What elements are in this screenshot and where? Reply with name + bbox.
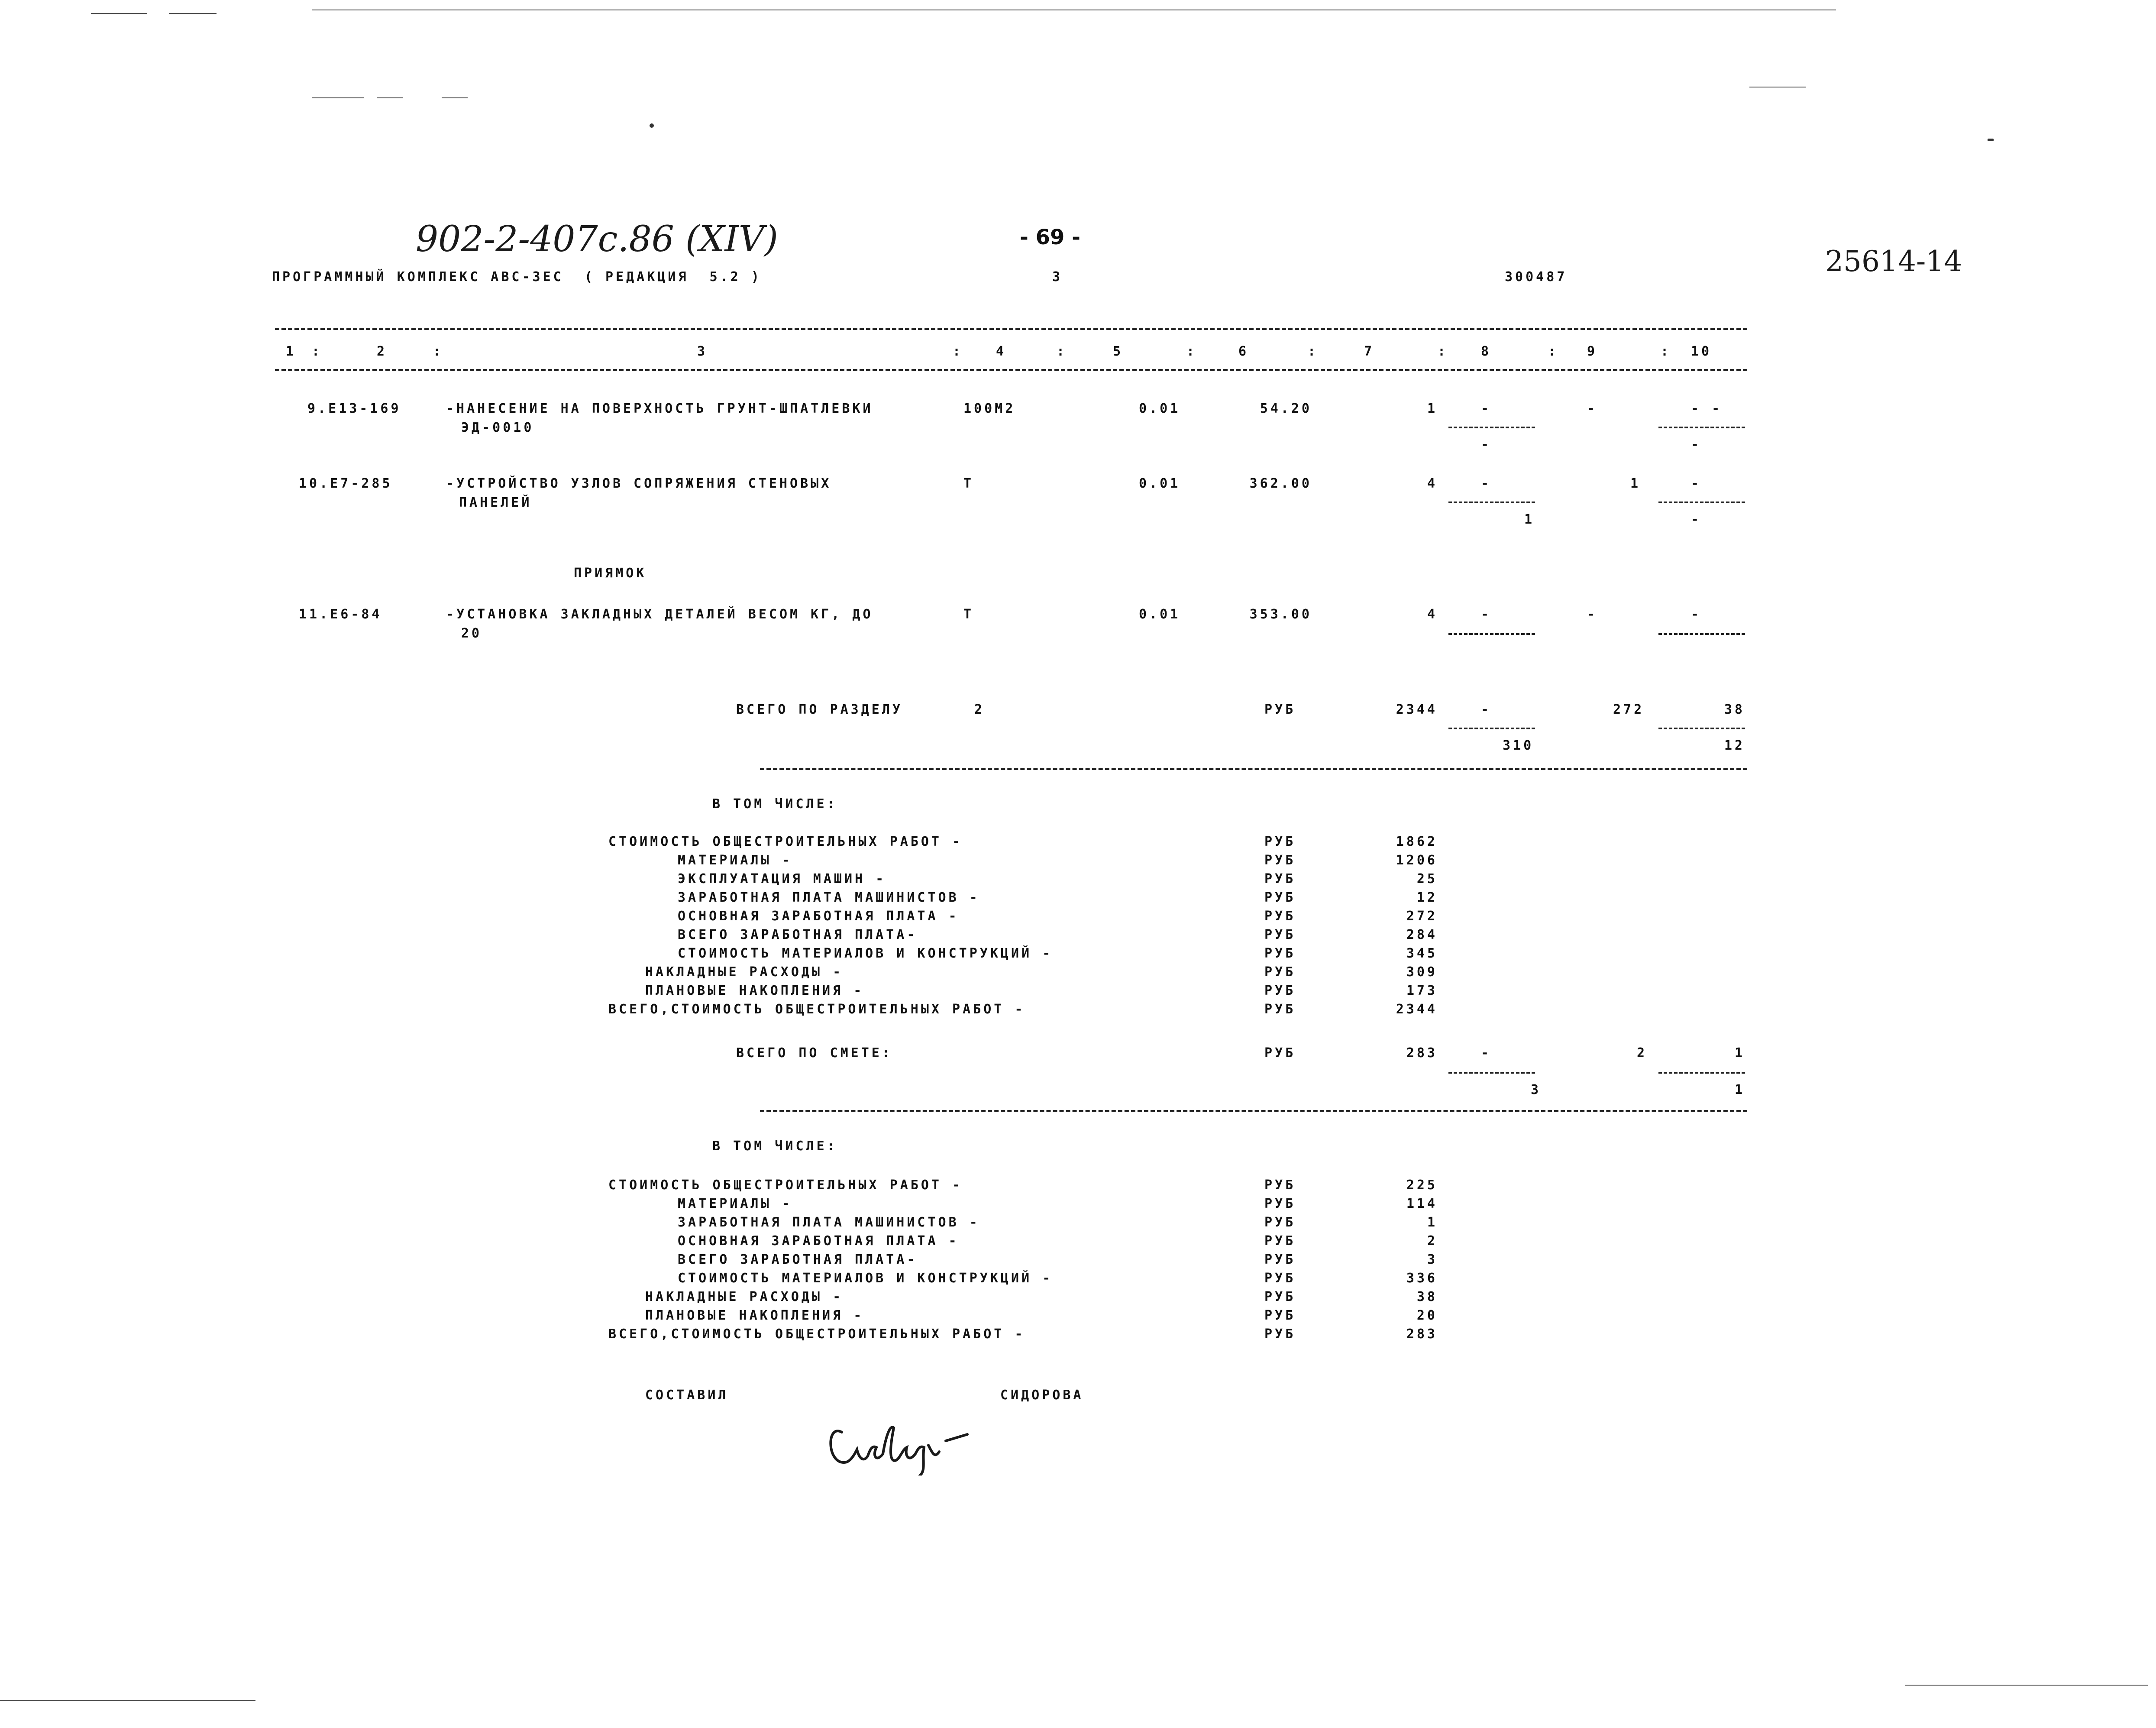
fraction-rule bbox=[1658, 1072, 1745, 1074]
section-total-col10-lower: 12 bbox=[1724, 738, 1745, 753]
fraction-rule bbox=[1448, 427, 1535, 428]
breakdown-item-unit: РУБ bbox=[1264, 1327, 1296, 1342]
fraction-rule bbox=[1448, 1072, 1535, 1074]
breakdown-heading: В ТОМ ЧИСЛЕ: bbox=[712, 796, 837, 812]
cell-col10: - bbox=[1691, 476, 1702, 491]
breakdown-item-value: 173 bbox=[1406, 983, 1438, 998]
cell-name-continued: ПАНЕЛЕЙ bbox=[459, 495, 532, 510]
cell-unit-price: 54.20 bbox=[1260, 401, 1312, 416]
cell-col9: 1 bbox=[1630, 476, 1641, 491]
table-top-rule bbox=[275, 328, 1747, 330]
breakdown-item-unit: РУБ bbox=[1264, 946, 1296, 961]
scan-mark bbox=[442, 97, 468, 98]
cell-col9: - bbox=[1587, 607, 1598, 622]
cell-total: 1 bbox=[1427, 401, 1438, 416]
breakdown-item-unit: РУБ bbox=[1264, 890, 1296, 905]
breakdown-item-unit: РУБ bbox=[1264, 1233, 1296, 1249]
scan-speck bbox=[650, 123, 654, 128]
cell-col8: - bbox=[1481, 401, 1492, 416]
breakdown-item-label: МАТЕРИАЛЫ - bbox=[678, 1196, 792, 1211]
scan-speck bbox=[1988, 139, 1994, 141]
breakdown-item-value: 309 bbox=[1406, 964, 1438, 980]
estimate-total-col9: 2 bbox=[1637, 1045, 1648, 1061]
scan-edge-line bbox=[0, 1700, 255, 1701]
breakdown-item-label: ВСЕГО,СТОИМОСТЬ ОБЩЕСТРОИТЕЛЬНЫХ РАБОТ - bbox=[608, 1327, 1025, 1342]
scan-edge-line bbox=[1905, 1685, 2148, 1686]
cell-name-continued: 20 bbox=[461, 626, 482, 641]
breakdown-item-label: НАКЛАДНЫЕ РАСХОДЫ - bbox=[645, 1289, 844, 1304]
cell-code: 10.Е7-285 bbox=[299, 476, 393, 491]
cell-name: -УСТАНОВКА ЗАКЛАДНЫХ ДЕТАЛЕЙ ВЕСОМ КГ, ДО bbox=[446, 607, 873, 622]
fraction-rule bbox=[1448, 633, 1535, 635]
handwritten-signature bbox=[797, 1364, 972, 1486]
breakdown-item-value: 272 bbox=[1406, 909, 1438, 924]
column-header: 6 bbox=[1238, 344, 1249, 359]
breakdown-item-value: 20 bbox=[1416, 1308, 1438, 1323]
estimate-total-col10: 1 bbox=[1734, 1045, 1745, 1061]
section-total-col10: 38 bbox=[1724, 702, 1745, 717]
breakdown-item-unit: РУБ bbox=[1264, 1196, 1296, 1211]
breakdown-item-unit: РУБ bbox=[1264, 1252, 1296, 1267]
cell-unit: Т bbox=[963, 607, 974, 622]
fraction-rule bbox=[1448, 502, 1535, 503]
column-separator: : bbox=[1661, 344, 1671, 359]
column-header: 1 bbox=[286, 344, 297, 359]
cell-unit: 100М2 bbox=[963, 401, 1016, 416]
breakdown-item-label: ВСЕГО ЗАРАБОТНАЯ ПЛАТА- bbox=[678, 927, 918, 942]
breakdown-item-unit: РУБ bbox=[1264, 1178, 1296, 1193]
breakdown-item-value: 345 bbox=[1406, 946, 1438, 961]
scan-mark bbox=[312, 97, 364, 98]
breakdown-item-label: ВСЕГО,СТОИМОСТЬ ОБЩЕСТРОИТЕЛЬНЫХ РАБОТ - bbox=[608, 1002, 1025, 1017]
breakdown-item-value: 2 bbox=[1427, 1233, 1438, 1249]
breakdown-item-unit: РУБ bbox=[1264, 1271, 1296, 1286]
breakdown-item-value: 1862 bbox=[1396, 834, 1438, 849]
cell-unit-price: 362.00 bbox=[1249, 476, 1312, 491]
breakdown-item-value: 284 bbox=[1406, 927, 1438, 942]
column-separator: : bbox=[953, 344, 963, 359]
cell-name: -УСТРОЙСТВО УЗЛОВ СОПРЯЖЕНИЯ СТЕНОВЫХ bbox=[446, 476, 832, 491]
breakdown-item-label: СТОИМОСТЬ ОБЩЕСТРОИТЕЛЬНЫХ РАБОТ - bbox=[608, 834, 963, 849]
section-total-col9: 272 bbox=[1613, 702, 1645, 717]
breakdown-item-value: 283 bbox=[1406, 1327, 1438, 1342]
cell-col10-lower: - bbox=[1691, 512, 1702, 527]
estimate-total-rule bbox=[760, 1110, 1747, 1112]
cell-unit: Т bbox=[963, 476, 974, 491]
cell-name-continued: ЭД-0010 bbox=[461, 420, 534, 435]
section-total-label: ВСЕГО ПО РАЗДЕЛУ bbox=[736, 702, 903, 717]
breakdown-item-label: СТОИМОСТЬ ОБЩЕСТРОИТЕЛЬНЫХ РАБОТ - bbox=[608, 1178, 963, 1193]
document-code: 902-2-407с.86 (XIV) bbox=[416, 219, 778, 260]
cell-col8: - bbox=[1481, 476, 1492, 491]
section-total-unit: РУБ bbox=[1264, 702, 1296, 717]
breakdown-item-unit: РУБ bbox=[1264, 909, 1296, 924]
cell-name: -НАНЕСЕНИЕ НА ПОВЕРХНОСТЬ ГРУНТ-ШПАТЛЕВКИ bbox=[446, 401, 873, 416]
table-header-rule bbox=[275, 369, 1747, 371]
section-total-col8: - bbox=[1481, 702, 1492, 717]
breakdown-heading: В ТОМ ЧИСЛЕ: bbox=[712, 1139, 837, 1154]
column-header: 2 bbox=[377, 344, 388, 359]
cell-col8-lower: - bbox=[1481, 437, 1492, 452]
signature-image bbox=[824, 1415, 972, 1476]
breakdown-item-unit: РУБ bbox=[1264, 871, 1296, 887]
breakdown-item-value: 336 bbox=[1406, 1271, 1438, 1286]
estimate-total-col8-lower: 3 bbox=[1531, 1082, 1542, 1097]
cell-code: 11.Е6-84 bbox=[299, 607, 382, 622]
fraction-rule bbox=[1448, 728, 1535, 729]
breakdown-item-unit: РУБ bbox=[1264, 1308, 1296, 1323]
estimate-total-col8: - bbox=[1481, 1045, 1492, 1061]
estimate-total-col10-lower: 1 bbox=[1734, 1082, 1745, 1097]
breakdown-item-label: ЗАРАБОТНАЯ ПЛАТА МАШИНИСТОВ - bbox=[678, 1215, 980, 1230]
compiler-surname: СИДОРОВА bbox=[1000, 1388, 1084, 1403]
breakdown-item-label: ВСЕГО ЗАРАБОТНАЯ ПЛАТА- bbox=[678, 1252, 918, 1267]
breakdown-item-label: ОСНОВНАЯ ЗАРАБОТНАЯ ПЛАТА - bbox=[678, 1233, 959, 1249]
breakdown-item-value: 3 bbox=[1427, 1252, 1438, 1267]
column-separator: : bbox=[1308, 344, 1319, 359]
fraction-rule bbox=[1658, 427, 1745, 428]
page-number: - 69 - bbox=[1020, 225, 1081, 249]
breakdown-item-label: ОСНОВНАЯ ЗАРАБОТНАЯ ПЛАТА - bbox=[678, 909, 959, 924]
breakdown-item-value: 225 bbox=[1406, 1178, 1438, 1193]
column-separator: : bbox=[312, 344, 323, 359]
cell-col8: - bbox=[1481, 607, 1492, 622]
cell-total: 4 bbox=[1427, 607, 1438, 622]
column-header: 3 bbox=[697, 344, 708, 359]
cell-col9: - bbox=[1587, 401, 1598, 416]
fraction-rule bbox=[1658, 728, 1745, 729]
estimate-total-unit: РУБ bbox=[1264, 1045, 1296, 1061]
cell-col10: - - bbox=[1691, 401, 1723, 416]
estimate-total-value: 283 bbox=[1406, 1045, 1438, 1061]
breakdown-item-value: 1 bbox=[1427, 1215, 1438, 1230]
column-separator: : bbox=[1548, 344, 1559, 359]
scan-mark bbox=[169, 13, 217, 14]
cell-code: 9.Е13-169 bbox=[307, 401, 401, 416]
section-total-value: 2344 bbox=[1396, 702, 1438, 717]
date-code: 300487 bbox=[1505, 269, 1568, 285]
breakdown-item-unit: РУБ bbox=[1264, 834, 1296, 849]
cell-col10: - bbox=[1691, 607, 1702, 622]
breakdown-item-label: ЗАРАБОТНАЯ ПЛАТА МАШИНИСТОВ - bbox=[678, 890, 980, 905]
section-number: 2 bbox=[974, 702, 985, 717]
breakdown-item-label: ПЛАНОВЫЕ НАКОПЛЕНИЯ - bbox=[645, 1308, 864, 1323]
column-header: 9 bbox=[1587, 344, 1598, 359]
breakdown-item-value: 38 bbox=[1416, 1289, 1438, 1304]
breakdown-item-label: ЭКСПЛУАТАЦИЯ МАШИН - bbox=[678, 871, 886, 887]
cell-col8-lower: 1 bbox=[1524, 512, 1535, 527]
column-header: 5 bbox=[1113, 344, 1124, 359]
fraction-rule bbox=[1658, 633, 1745, 635]
cell-total: 4 bbox=[1427, 476, 1438, 491]
scan-mark bbox=[91, 13, 147, 14]
breakdown-item-value: 25 bbox=[1416, 871, 1438, 887]
column-separator: : bbox=[433, 344, 444, 359]
fraction-rule bbox=[1658, 502, 1745, 503]
column-separator: : bbox=[1057, 344, 1067, 359]
compiled-by-label: СОСТАВИЛ bbox=[645, 1388, 729, 1403]
column-header: 10 bbox=[1691, 344, 1712, 359]
breakdown-item-unit: РУБ bbox=[1264, 927, 1296, 942]
cell-quantity: 0.01 bbox=[1139, 476, 1181, 491]
archive-number: 25614-14 bbox=[1825, 245, 1962, 278]
column-header: 8 bbox=[1481, 344, 1492, 359]
breakdown-item-label: НАКЛАДНЫЕ РАСХОДЫ - bbox=[645, 964, 844, 980]
breakdown-item-value: 12 bbox=[1416, 890, 1438, 905]
section-total-rule bbox=[760, 768, 1747, 770]
breakdown-item-label: МАТЕРИАЛЫ - bbox=[678, 853, 792, 868]
cell-unit-price: 353.00 bbox=[1249, 607, 1312, 622]
breakdown-item-value: 2344 bbox=[1396, 1002, 1438, 1017]
cell-quantity: 0.01 bbox=[1139, 401, 1181, 416]
column-header: 7 bbox=[1364, 344, 1375, 359]
breakdown-item-unit: РУБ bbox=[1264, 1289, 1296, 1304]
breakdown-item-label: СТОИМОСТЬ МАТЕРИАЛОВ И КОНСТРУКЦИЙ - bbox=[678, 946, 1053, 961]
breakdown-item-unit: РУБ bbox=[1264, 964, 1296, 980]
section-subheading: ПРИЯМОК bbox=[574, 566, 647, 581]
breakdown-item-unit: РУБ bbox=[1264, 1215, 1296, 1230]
breakdown-item-unit: РУБ bbox=[1264, 1002, 1296, 1017]
cell-col10-lower: - bbox=[1691, 437, 1702, 452]
breakdown-item-label: СТОИМОСТЬ МАТЕРИАЛОВ И КОНСТРУКЦИЙ - bbox=[678, 1271, 1053, 1286]
estimate-total-label: ВСЕГО ПО СМЕТЕ: bbox=[736, 1045, 892, 1061]
breakdown-item-value: 114 bbox=[1406, 1196, 1438, 1211]
column-separator: : bbox=[1438, 344, 1448, 359]
sheet-number: 3 bbox=[1052, 269, 1063, 285]
breakdown-item-label: ПЛАНОВЫЕ НАКОПЛЕНИЯ - bbox=[645, 983, 864, 998]
column-separator: : bbox=[1186, 344, 1197, 359]
program-label: ПРОГРАММНЫЙ КОМПЛЕКС АВС-3ЕС ( РЕДАКЦИЯ 5.2 ) bbox=[272, 269, 762, 285]
section-total-col8-lower: 310 bbox=[1503, 738, 1534, 753]
column-header: 4 bbox=[996, 344, 1007, 359]
breakdown-item-value: 1206 bbox=[1396, 853, 1438, 868]
breakdown-item-unit: РУБ bbox=[1264, 853, 1296, 868]
cell-quantity: 0.01 bbox=[1139, 607, 1181, 622]
scan-mark bbox=[377, 97, 403, 98]
breakdown-item-unit: РУБ bbox=[1264, 983, 1296, 998]
